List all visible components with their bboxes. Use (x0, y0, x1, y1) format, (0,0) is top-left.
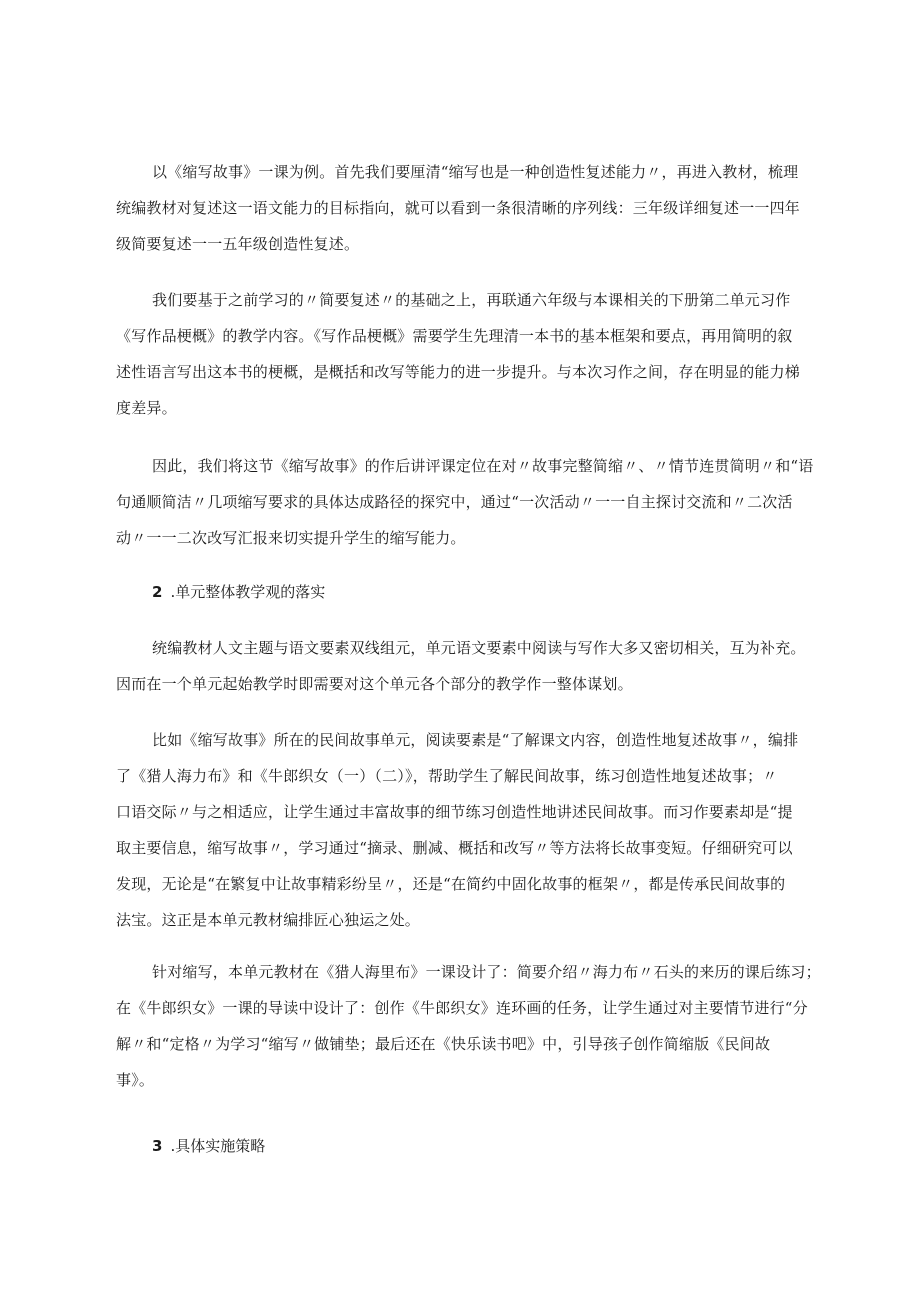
paragraph-line: 法宝。这正是本单元教材编排匠心独运之处。 (116, 911, 421, 929)
paragraph-line: 发现，无论是“在繁复中让故事精彩纷呈〃，还是“在简约中固化故事的框架〃，都是传承民间故事的 (116, 875, 786, 893)
paragraph-6 (116, 954, 828, 1098)
paragraph-line: 口语交际〃与之相适应，让学生通过丰富故事的细节练习创造性地讲述民间故事。而习作要素却是“提 (116, 803, 793, 821)
paragraph-line: 解〃和“定格〃为学习“缩写〃做铺垫；最后还在《快乐读书吧》中，引导孩子创作简缩版《民间故 (116, 1035, 771, 1053)
paragraph-line: 统编教材对复述这一语文能力的目标指向，就可以看到一条很清晰的序列线：三年级详细复述一一四年 (116, 199, 801, 217)
section-heading-2 (152, 574, 325, 610)
paragraph-line: 动〃一一二次改写汇报来切实提升学生的缩写能力。 (116, 529, 466, 547)
paragraph-line: 《写作品梗概》的教学内容。《写作品梗概》需要学生先理清一本书的基本框架和要点，再用简明的叙 (116, 327, 793, 345)
paragraph-line: 因此，我们将这节《缩写故事》的作后讲评课定位在对〃故事完整简缩〃、〃情节连贯简明〃和“语 (152, 457, 814, 475)
paragraph-line: 以《缩写故事》一课为例。首先我们要厘清“缩写也是一种创造性复述能力〃，再进入教材，梳理 (152, 163, 799, 181)
paragraph-line: 比如《缩写故事》所在的民间故事单元，阅读要素是“了解课文内容，创造性地复述故事〃，编排 (152, 731, 799, 749)
paragraph-line: 在《牛郎织女》一课的导读中设计了：创作《牛郎织女》连环画的任务，让学生通过对主要情节进行“分 (116, 999, 808, 1017)
paragraph-line: 了《猎人海力布》和《牛郎织女（一）（二）》，帮助学生了解民间故事，练习创造性地复述故事；〃 (116, 767, 778, 785)
paragraph-line: 针对缩写，本单元教材在《猎人海里布》一课设计了：简要介绍〃海力布〃石头的来历的课后练习； (152, 963, 821, 981)
paragraph-line: 因而在一个单元起始教学时即需要对这个单元各个部分的教学作一整体谋划。 (116, 675, 633, 693)
paragraph-line: 级简要复述一一五年级创造性复述。 (116, 235, 360, 253)
section-number: 3 (152, 1137, 163, 1155)
paragraph-line: 度差异。 (116, 399, 177, 417)
section-title: .具体实施策略 (170, 1137, 266, 1155)
paragraph-line: 句通顺简洁〃几项缩写要求的具体达成路径的探究中，通过“一次活动〃一一自主探讨交流和〃二次活 (116, 493, 793, 511)
paragraph-line: 述性语言写出这本书的梗概，是概括和改写等能力的进一步提升。与本次习作之间，存在明显的能力梯 (116, 363, 801, 381)
paragraph-2 (116, 282, 828, 426)
section-number: 2 (152, 583, 163, 601)
paragraph-line: 事》。 (116, 1071, 155, 1089)
paragraph-line: 取主要信息，缩写故事〃，学习通过“摘录、删减、概括和改写〃等方法将长故事变短。仔细研究可以 (116, 839, 793, 857)
paragraph-1 (116, 154, 828, 262)
paragraph-4 (116, 630, 828, 702)
paragraph-line: 我们要基于之前学习的〃简要复述〃的基础之上，再联通六年级与本课相关的下册第二单元习作 (152, 291, 791, 309)
paragraph-line: 统编教材人文主题与语文要素双线组元，单元语文要素中阅读与写作大多又密切相关，互为补充。 (152, 639, 806, 657)
paragraph-3 (116, 448, 828, 556)
paragraph-5 (116, 722, 828, 938)
section-title: .单元整体教学观的落实 (170, 583, 326, 601)
section-heading-3 (152, 1128, 265, 1164)
